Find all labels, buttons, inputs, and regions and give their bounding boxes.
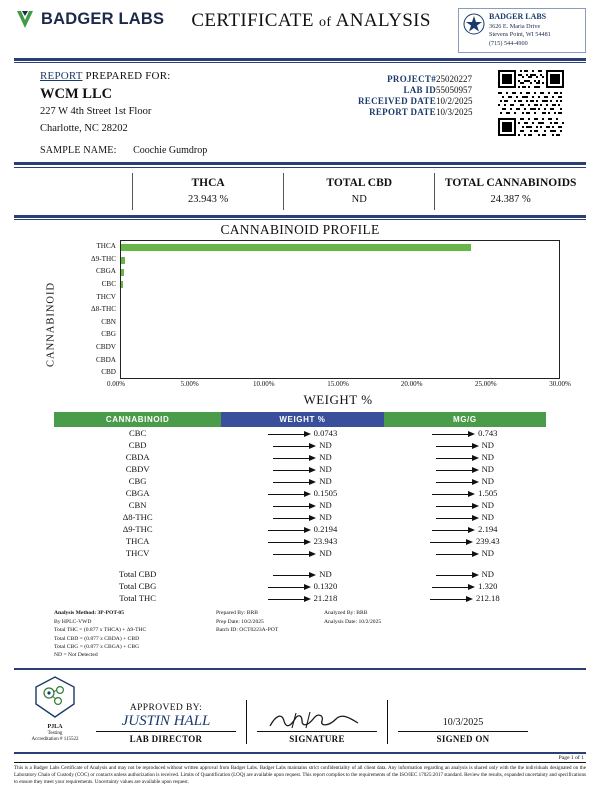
client-address-1: 227 W 4th Street 1st Floor: [40, 106, 152, 118]
total-weight-value: 0.1320: [313, 581, 338, 592]
analyte-name: CBGA: [125, 488, 150, 499]
meta-label: REPORT DATE: [369, 107, 436, 118]
pjla-line2: Accreditation # 115522: [31, 737, 79, 743]
chart-x-tick: 10.00%: [253, 380, 275, 389]
signed-on-block: [398, 717, 528, 744]
total-mgg-cell: [384, 592, 546, 604]
weight-value: 0.1505: [313, 488, 338, 499]
chart-bar-row: [121, 279, 559, 290]
disclaimer-text: This is a Badger Labs Certificate of Analysis and may not be reproduced without written approval from Badger Labs. Badger Labs maintains strict confidentiality of all client data. Any information regarding an analysis is shared only with the the individuals designated on the Laboratory Chain of Custody (COC) or contacts unless authorization is received. Limits of Quantification (LOQ) are available upon request. This report complies to the requirements of the ISO/IEC 17025:2017 standard. Review the results, expanded uncertainty and specifications to ensure they meet your requirements. Uncertainty values are available upon request.: [14, 764, 586, 786]
arrow-right-icon: [268, 527, 314, 534]
chart-tick-label: CBD: [101, 368, 116, 377]
signed-on-label: SIGNED ON: [436, 733, 490, 744]
summary-header-row: [14, 173, 586, 192]
page-title: [164, 10, 458, 32]
spacer-cell: [384, 559, 546, 568]
chart-tick-label: CBDV: [96, 343, 116, 352]
analyte-name: CBC: [129, 428, 147, 439]
report-meta-table: [264, 74, 498, 118]
approval-block: [14, 676, 586, 744]
page-number: Page 1 of 1: [558, 754, 584, 761]
chart-bar: [121, 281, 123, 288]
method-line: Prepared By: BRB: [216, 610, 258, 617]
weight-cell: [221, 427, 383, 439]
table-row: [54, 475, 546, 487]
summary-divider-thin: [14, 167, 586, 168]
arrow-right-icon: [432, 491, 478, 498]
arrow-right-icon: [436, 479, 482, 486]
meta-label: RECEIVED DATE: [358, 96, 436, 107]
chart-bar: [121, 244, 471, 251]
weight-cell: [221, 451, 383, 463]
signed-on-rule: [398, 731, 528, 732]
sample-name-label: SAMPLE NAME:: [40, 145, 117, 157]
chart-bar-row: [121, 242, 559, 253]
mgg-value: ND: [481, 512, 495, 523]
footer-divider: [14, 752, 586, 754]
table-row: [54, 427, 546, 439]
chart-divider: [14, 215, 586, 218]
arrow-right-icon: [273, 443, 319, 450]
weight-cell: [221, 475, 383, 487]
prepared-for-rest: PREPARED FOR:: [82, 70, 171, 83]
approved-by-label: APPROVED BY:: [129, 702, 203, 713]
mgg-value: ND: [481, 500, 495, 511]
mgg-cell: [384, 475, 546, 487]
chart-bar: [121, 269, 124, 276]
lab-address-box: [458, 8, 586, 53]
mgg-cell: [384, 511, 546, 523]
pjla-text: [24, 724, 86, 744]
method-line: Prep Date: 10/2/2025: [216, 618, 264, 625]
summary-spacer-value: [14, 192, 133, 210]
results-header-row: [54, 412, 546, 427]
table-row-total: [54, 580, 546, 592]
arrow-right-icon: [432, 431, 478, 438]
weight-value: 0.2194: [313, 524, 338, 535]
pjla-name: PJLA: [47, 723, 63, 730]
weight-value: 0.0743: [313, 428, 338, 439]
method-line: Analyzed By: BRB: [324, 610, 368, 617]
signature-label: SIGNATURE: [289, 733, 345, 744]
table-row: [54, 511, 546, 523]
approval-divider-vertical: [246, 700, 247, 744]
arrow-right-icon: [430, 596, 476, 603]
chart-x-axis-label: WEIGHT %: [303, 392, 373, 408]
prepared-for-heading: [40, 70, 264, 82]
total-name: Total THC: [119, 593, 156, 604]
table-spacer-row: [54, 559, 546, 568]
total-mgg-value: 1.320: [478, 581, 498, 592]
mgg-value: 0.743: [478, 428, 498, 439]
meta-row: [264, 85, 498, 96]
mgg-value: ND: [481, 464, 495, 475]
chart-bar-row: [121, 367, 559, 378]
analyte-name: Δ9-THC: [122, 524, 153, 535]
method-line: Analysis Method: 3P-POT-05: [54, 610, 125, 617]
chart-tick-label: Δ8-THC: [91, 305, 116, 314]
weight-value: ND: [319, 548, 332, 559]
mgg-cell: [384, 487, 546, 499]
chart-tick-label: CBN: [101, 317, 116, 326]
qr-code-icon[interactable]: [498, 123, 564, 140]
chart-x-tick: 15.00%: [327, 380, 349, 389]
brand-name: BADGER LABS: [41, 9, 165, 28]
chart-y-axis-label: CANNABINOID: [45, 281, 57, 367]
method-column-prep: [216, 609, 324, 659]
report-word: REPORT: [40, 70, 83, 83]
method-line: Total CBG = (0.877 x CBGA) + CBG: [54, 643, 140, 650]
summary-block: [14, 173, 586, 210]
summary-value-total-cbd: ND: [284, 192, 435, 210]
approval-divider: [14, 668, 586, 670]
meta-value: 10/3/2025: [436, 107, 473, 118]
chart-x-tick: 20.00%: [400, 380, 423, 389]
analyte-name: CBDV: [125, 464, 150, 475]
analyte-name: CBN: [128, 500, 147, 511]
chart-x-tick: 25.00%: [475, 380, 497, 389]
total-mgg-value: ND: [481, 569, 495, 580]
analyte-name: CBG: [128, 476, 147, 487]
mgg-cell: [384, 463, 546, 475]
chart-x-tick: 0.00%: [106, 380, 126, 389]
chart-bar-row: [121, 292, 559, 303]
mgg-cell: [384, 499, 546, 511]
summary-col-total-cannabinoids: TOTAL CANNABINOIDS: [435, 173, 586, 192]
cannabinoid-profile-chart: [14, 240, 586, 408]
mgg-cell: [384, 439, 546, 451]
chart-x-tick: 30.00%: [549, 380, 571, 389]
chart-bar-row: [121, 304, 559, 315]
arrow-right-icon: [436, 467, 482, 474]
mgg-cell: [384, 523, 546, 535]
chart-tick-label: CBG: [101, 330, 116, 339]
arrow-right-icon: [430, 539, 476, 546]
summary-value-total-cannabinoids: 24.387 %: [435, 192, 586, 210]
chart-bar-row: [121, 329, 559, 340]
arrow-right-icon: [273, 467, 319, 474]
mgg-value: 1.505: [478, 488, 498, 499]
chart-bars: [121, 241, 559, 378]
table-row: [54, 499, 546, 511]
analyte-name: CBD: [128, 440, 147, 451]
meta-row: [264, 107, 498, 118]
method-column-analysis: [54, 609, 216, 659]
mgg-cell: [384, 547, 546, 559]
weight-value: ND: [319, 464, 332, 475]
method-line: By HPLC-VWD: [54, 618, 92, 625]
table-row: [54, 439, 546, 451]
weight-value: ND: [319, 440, 332, 451]
chart-plot-area: [120, 240, 560, 379]
weight-cell: [221, 439, 383, 451]
chart-tick-label: CBGA: [96, 267, 116, 276]
chart-x-tick: 5.00%: [180, 380, 199, 389]
table-row: [54, 547, 546, 559]
arrow-right-icon: [268, 584, 314, 591]
meta-value: 25020227: [436, 74, 472, 85]
pjla-line1: Testing: [47, 731, 63, 737]
chart-tick-label: Δ9-THC: [91, 254, 116, 263]
summary-divider: [14, 162, 586, 165]
weight-value: ND: [319, 476, 332, 487]
mgg-value: ND: [481, 452, 495, 463]
title-end: ANALYSIS: [335, 10, 431, 31]
arrow-right-icon: [268, 596, 314, 603]
arrow-right-icon: [268, 539, 314, 546]
chart-title: CANNABINOID PROFILE: [220, 222, 380, 238]
arrow-right-icon: [432, 584, 478, 591]
table-row-total: [54, 592, 546, 604]
chart-divider-thin: [14, 219, 586, 220]
chart-category-labels: [60, 240, 120, 379]
meta-row: [264, 74, 498, 85]
chart-bar-row: [121, 267, 559, 278]
report-info: [14, 70, 586, 141]
arrow-right-icon: [273, 503, 319, 510]
weight-cell: [221, 547, 383, 559]
lab-address-2: Stevens Point, WI 54481: [489, 31, 551, 39]
total-mgg-cell: [384, 568, 546, 580]
weight-value: 23.943: [313, 536, 338, 547]
arrow-right-icon: [268, 491, 314, 498]
table-row: [54, 451, 546, 463]
weight-cell: [221, 463, 383, 475]
arrow-right-icon: [273, 515, 319, 522]
total-name: Total CBG: [118, 581, 157, 592]
analyte-name: CBDA: [125, 452, 150, 463]
weight-cell: [221, 487, 383, 499]
meta-label: LAB ID: [403, 85, 436, 96]
weight-cell: [221, 499, 383, 511]
method-column-analyzed: [324, 609, 446, 659]
arrow-right-icon: [432, 527, 478, 534]
table-row: [54, 463, 546, 475]
chart-x-axis: [106, 379, 571, 393]
signature-block: [257, 709, 377, 744]
meta-label: PROJECT#: [387, 74, 436, 85]
mgg-value: ND: [481, 476, 495, 487]
results-col-weight: WEIGHT %: [221, 412, 383, 427]
total-weight-cell: [221, 592, 383, 604]
chart-tick-label: THCV: [96, 292, 116, 301]
chart-tick-label: CBC: [101, 279, 116, 288]
arrow-right-icon: [436, 551, 482, 558]
report-meta: [264, 70, 498, 141]
summary-value-thca: 23.943 %: [133, 192, 284, 210]
results-col-mgg: MG/G: [384, 412, 546, 427]
chart-tick-label: THCA: [96, 242, 116, 251]
total-name: Total CBD: [118, 569, 157, 580]
summary-table: [14, 173, 586, 210]
results-table: [54, 412, 546, 604]
total-mgg-value: 212.18: [475, 593, 500, 604]
results-col-cannabinoid: CANNABINOID: [54, 412, 221, 427]
total-weight-cell: [221, 580, 383, 592]
approver-name: JUSTIN HALL: [96, 713, 236, 732]
arrow-right-icon: [273, 479, 319, 486]
total-mgg-cell: [384, 580, 546, 592]
method-line: Analysis Date: 10/2/2025: [324, 618, 382, 625]
analyte-name: Δ8-THC: [122, 512, 153, 523]
total-weight-value: 21.218: [313, 593, 338, 604]
summary-col-thca: THCA: [133, 173, 284, 192]
total-weight-value: ND: [319, 569, 332, 580]
weight-value: ND: [319, 452, 332, 463]
lab-name: BADGER LABS: [489, 12, 547, 21]
chart-body: [60, 240, 571, 408]
qr-block: [498, 70, 586, 141]
method-line: Batch ID: OCT0223A-POT: [216, 627, 279, 634]
total-weight-cell: [221, 568, 383, 580]
method-line: Total THC = (0.877 x THCA) + Δ9-THC: [54, 627, 147, 634]
meta-row: [264, 96, 498, 107]
table-row-total: [54, 568, 546, 580]
arrow-right-icon: [436, 515, 482, 522]
chart-bar-row: [121, 255, 559, 266]
sample-name-value: Coochie Gumdrop: [133, 145, 208, 157]
footer-divider-thin: [14, 762, 586, 763]
star-badge-icon: [463, 13, 485, 35]
weight-value: ND: [319, 512, 332, 523]
brand: [14, 8, 164, 30]
lab-address-lines: [489, 12, 551, 48]
analyte-name: THCV: [125, 548, 150, 559]
summary-col-total-cbd: TOTAL CBD: [284, 173, 435, 192]
mgg-value: 239.43: [475, 536, 500, 547]
badger-logo-icon: [14, 8, 36, 30]
arrow-right-icon: [436, 503, 482, 510]
arrow-right-icon: [273, 455, 319, 462]
method-notes: [14, 609, 586, 659]
pjla-accreditation: [24, 676, 86, 744]
page-header: [14, 0, 586, 53]
client-name: WCM LLC: [40, 86, 113, 103]
title-main: CERTIFICATE: [191, 10, 314, 31]
method-line: Total CBD = (0.877 x CBDA) + CBD: [54, 635, 140, 642]
spacer-cell: [221, 559, 383, 568]
mgg-cell: [384, 451, 546, 463]
lab-address-1: 3626 E. Maria Drive: [489, 22, 541, 30]
mgg-value: 2.194: [478, 524, 498, 535]
chart-bar-row: [121, 317, 559, 328]
client-address-2: Charlotte, NC 28202: [40, 122, 128, 134]
meta-value: 55050957: [436, 85, 472, 96]
arrow-right-icon: [436, 455, 482, 462]
chart-bar: [121, 257, 125, 264]
weight-cell: [221, 523, 383, 535]
meta-value: 10/2/2025: [436, 96, 473, 107]
mgg-cell: [384, 535, 546, 547]
table-row: [54, 535, 546, 547]
method-line: ND = Not Detected: [54, 652, 98, 659]
weight-value: ND: [319, 500, 332, 511]
title-of: of: [319, 15, 332, 30]
weight-cell: [221, 511, 383, 523]
approved-by-block: [96, 703, 236, 744]
arrow-right-icon: [268, 431, 314, 438]
summary-spacer: [14, 173, 133, 192]
approver-title: LAB DIRECTOR: [129, 733, 203, 744]
arrow-right-icon: [436, 572, 482, 579]
client-block: [14, 70, 264, 141]
header-divider: [14, 58, 586, 61]
results-block: [14, 412, 586, 604]
mgg-value: ND: [481, 440, 495, 451]
table-row: [54, 487, 546, 499]
arrow-right-icon: [436, 443, 482, 450]
chart-plot: [60, 240, 560, 379]
mgg-cell: [384, 427, 546, 439]
sample-name-row: [14, 145, 586, 156]
weight-cell: [221, 535, 383, 547]
table-row: [54, 523, 546, 535]
pjla-logo-icon: [33, 705, 77, 722]
summary-value-row: [14, 192, 586, 210]
signature-image: [257, 709, 377, 731]
header-divider-thin: [14, 62, 586, 63]
spacer-cell: [54, 559, 221, 568]
lab-phone: (715) 544-4900: [489, 39, 528, 47]
approval-divider-vertical-2: [387, 700, 388, 744]
arrow-right-icon: [273, 572, 319, 579]
chart-tick-label: CBDA: [96, 355, 116, 364]
analyte-name: THCA: [125, 536, 150, 547]
signed-on-date: 10/3/2025: [442, 716, 484, 728]
chart-bar-row: [121, 354, 559, 365]
chart-bar-row: [121, 342, 559, 353]
arrow-right-icon: [273, 551, 319, 558]
mgg-value: ND: [481, 548, 495, 559]
